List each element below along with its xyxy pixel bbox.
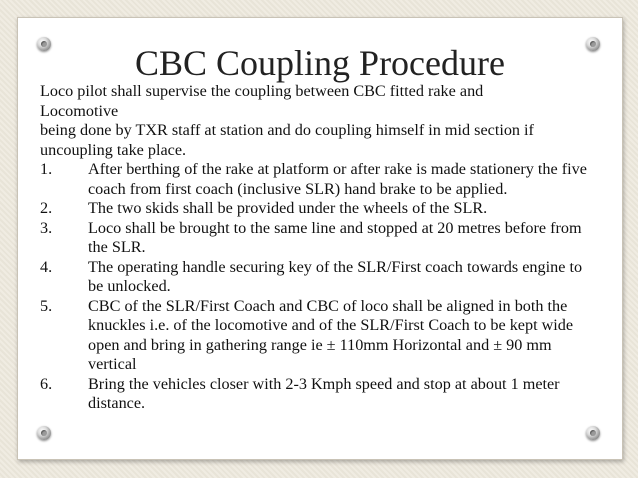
procedure-steps — [40, 160, 600, 414]
step-text: The operating handle securing key of the SLR/First coach towards engine to be unlocked. — [88, 257, 583, 295]
step-text: CBC of the SLR/First Coach and CBC of loco shall be aligned in both the knuckles i.e. of the locomotive and of the SLR/First Coach to be kept wide open and bring in gathering range ie ± 110mm Horizontal and ± 90 mm vertical — [88, 296, 574, 373]
screw-icon — [37, 37, 51, 51]
step-number: 3. — [40, 218, 53, 237]
list-item — [40, 375, 600, 414]
screw-icon — [586, 426, 600, 440]
list-item — [40, 258, 600, 297]
step-text: After berthing of the rake at platform or after rake is made stationery the five coach from first coach (inclusive SLR) hand brake to be applied. — [88, 160, 587, 198]
screw-icon — [586, 37, 600, 51]
step-number: 5. — [40, 296, 53, 315]
list-item — [40, 160, 600, 199]
step-text: The two skids shall be provided under the wheels of the SLR. — [88, 199, 488, 217]
list-item — [40, 297, 600, 375]
intro-line: Locomotive — [40, 101, 119, 120]
step-number: 4. — [40, 257, 53, 276]
step-number: 1. — [40, 160, 53, 178]
slide-body — [40, 82, 600, 414]
step-number: 6. — [40, 374, 53, 393]
intro-line: Loco pilot shall supervise the coupling between CBC fitted rake and — [40, 82, 484, 100]
intro-line: uncoupling take place. — [40, 140, 187, 159]
list-item — [40, 219, 600, 258]
intro-line: being done by TXR staff at station and do coupling himself in mid section if — [40, 121, 534, 139]
page-title: CBC Coupling Procedure — [135, 43, 505, 83]
step-text: Bring the vehicles closer with 2-3 Kmph speed and stop at about 1 meter distance. — [88, 374, 560, 412]
step-text: Loco shall be brought to the same line and stopped at 20 metres before from the SLR. — [88, 218, 582, 256]
step-number: 2. — [40, 199, 53, 217]
list-item — [40, 199, 600, 219]
screw-icon — [37, 426, 51, 440]
